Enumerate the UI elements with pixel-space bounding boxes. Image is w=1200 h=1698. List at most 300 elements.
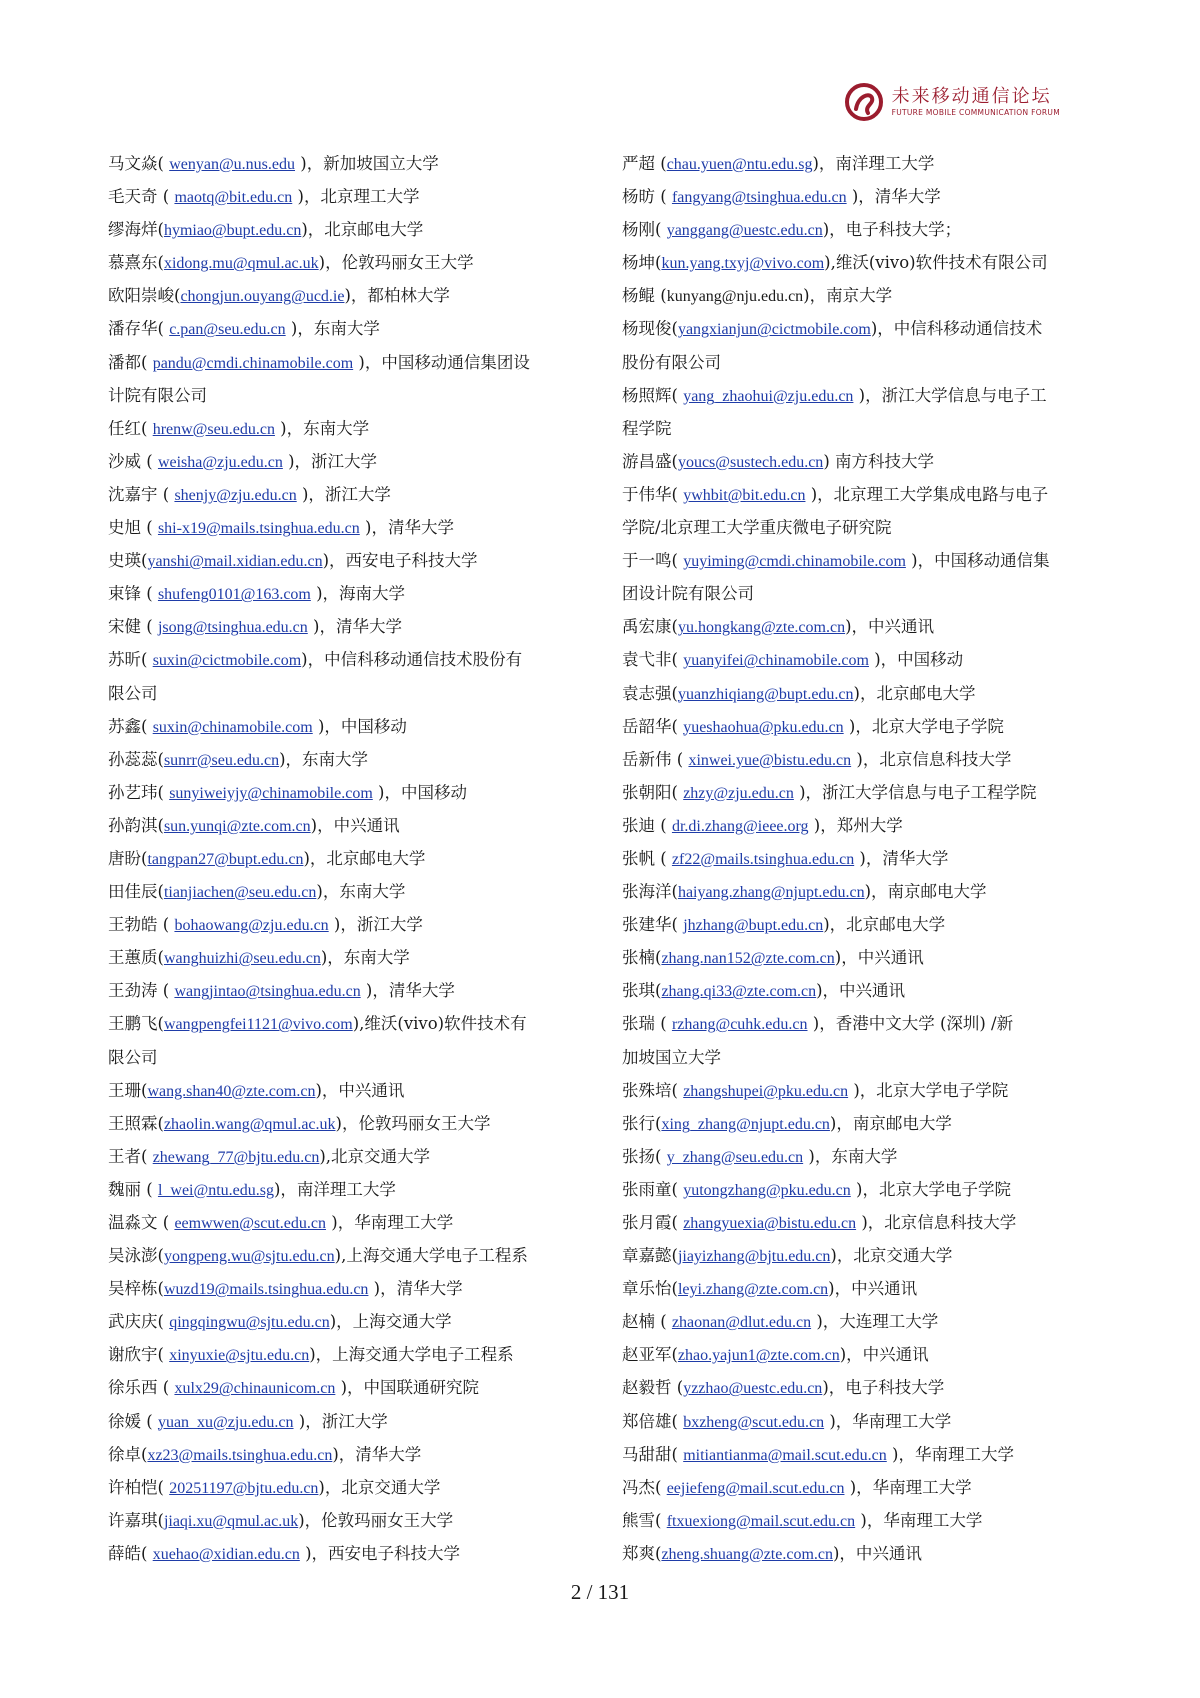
email-link[interactable]: jhzhang@bupt.edu.cn [683,917,824,935]
contributor-line [622,1107,1102,1140]
contributor-text: ),北京交通大学 [319,1146,431,1166]
contributor-line [108,478,578,511]
contributor-text: )，清华大学 [307,617,402,637]
contributor-text: 张行( [622,1113,662,1133]
contributor-text: 团设计院有限公司 [622,584,754,604]
contributor-line [622,643,1102,676]
contributor-text: )，北京邮电大学 [853,683,976,703]
contributor-line [622,743,1102,776]
email-link[interactable]: chongjun.ouyang@ucd.ie [180,288,345,306]
email-link[interactable]: wuzd19@mails.tsinghua.edu.cn [163,1281,369,1299]
contributor-line [622,279,1102,312]
contributor-text: )，清华大学 [368,1279,463,1299]
contributor-line [108,1537,578,1570]
contributor-text: 马甜甜( [622,1444,684,1464]
email-link[interactable]: eejiefeng@mail.scut.edu.cn [666,1479,845,1497]
contributor-text: )，中兴通讯 [833,1543,922,1563]
contributor-text: 欧阳崇峻( [108,286,181,306]
email-link[interactable]: maotq@bit.edu.cn [174,189,293,207]
contributor-text: 学院/北京理工大学重庆微电子研究院 [622,518,892,538]
email-link[interactable]: wangpengfei1121@vivo.com [163,1016,353,1034]
contributor-line [622,1074,1102,1107]
email-link[interactable]: shenjy@zju.edu.cn [174,486,297,504]
email-link[interactable]: yang_zhaohui@zju.edu.cn [683,387,854,405]
contributor-line [622,1140,1102,1173]
contributor-text: 吴泳澎( [108,1246,164,1266]
contributor-line [108,412,578,445]
email-link[interactable]: wanghuizhi@seu.edu.cn [163,950,321,968]
contributor-line [108,577,578,610]
contributor-text: 袁弋非( [622,650,684,670]
contributor-line [622,1041,1102,1074]
email-link[interactable]: zhang.nan152@zte.com.cn [661,950,835,968]
contributor-line [108,1239,578,1272]
contributor-line [108,1206,578,1239]
email-link[interactable]: yuyiming@cmdi.chinamobile.com [683,553,906,571]
email-link[interactable]: sunrr@seu.edu.cn [163,751,280,769]
contributor-text: 冯杰( [622,1477,667,1497]
contributor-line [622,544,1102,577]
email-link[interactable]: yuanyifei@chinamobile.com [683,652,869,670]
contributor-line [622,1371,1102,1404]
contributor-text: )，华南理工大学 [886,1444,1014,1464]
contributor-text: )，中兴通讯 [310,815,400,835]
contributor-text: 张雨童( [622,1179,684,1199]
email-link[interactable]: yuan_xu@zju.edu.cn [157,1413,294,1431]
email-link[interactable]: zhao.yajun1@zte.com.cn [677,1347,840,1365]
contributor-line [108,1272,578,1305]
contributor-text: )，浙江大学信息与电子工 [853,385,1047,405]
email-link[interactable]: y_zhang@seu.edu.cn [666,1148,804,1166]
email-link[interactable]: haiyang.zhang@njupt.edu.cn [677,884,865,902]
contributor-text: ),上海交通大学电子工程系 [334,1246,528,1266]
email-link[interactable]: zhewang_77@bjtu.edu.cn [152,1148,320,1166]
email-link[interactable]: zhang.qi33@zte.com.cn [661,983,817,1001]
contributor-text: 史旭 ( [108,518,158,538]
email-link[interactable]: zf22@mails.tsinghua.edu.cn [671,850,855,868]
contributor-text: 张朝阳( [622,782,684,802]
contributor-line [108,809,578,842]
contributor-text: 游昌盛( [622,451,678,471]
contributor-line [108,1140,578,1173]
contributor-text: 王勃皓 ( [108,915,175,935]
contributor-line [622,809,1102,842]
contributor-line [622,941,1102,974]
email-link[interactable]: yanggang@uestc.edu.cn [666,222,823,240]
contributor-line [108,941,578,974]
contributor-line [622,1537,1102,1570]
contributor-text: )，华南理工大学 [824,1411,952,1431]
contributor-text: )，清华大学 [360,981,455,1001]
contributor-text: 宋健 ( [108,617,158,637]
forum-logo [844,80,1060,124]
contributor-text: 孙蕊蕊( [108,749,164,769]
email-link[interactable]: jsong@tsinghua.edu.cn [157,619,308,637]
contributor-text: )，北京交通大学 [830,1246,953,1266]
contributor-text: ),维沃(vivo)软件技术有限公司 [824,253,1048,273]
contributor-text: )，中国联通研究院 [335,1378,480,1398]
email-link[interactable]: xz23@mails.tsinghua.edu.cn [147,1446,333,1464]
contributor-text: )，东南大学 [320,948,410,968]
contributor-line [108,279,578,312]
right-column-list [622,147,1102,1570]
contributor-text: 郑爽( [622,1543,662,1563]
contributor-text: )，西安电子科技大学 [299,1543,461,1563]
contributor-text: 赵毅哲 ( [622,1378,684,1398]
email-link[interactable]: wenyan@u.nus.edu [169,156,296,173]
contributor-text: )，香港中文大学 (深圳) /新 [807,1014,1014,1034]
contributor-text: 王珊( [108,1080,148,1100]
contributor-line [622,610,1102,643]
contributor-text: 程学院 [622,418,672,438]
contributor-text: )，东南大学 [279,749,369,769]
contributor-line [622,974,1102,1007]
email-link[interactable]: bxzheng@scut.edu.cn [683,1413,825,1431]
contributor-line [622,445,1102,478]
contributor-text: 潘都( [108,352,153,372]
contributor-text: )，南京大学 [803,286,893,306]
contributor-text: )，北京邮电大学 [303,848,426,868]
contributor-text: )，清华大学 [846,187,941,207]
email-link[interactable]: yanshi@mail.xidian.edu.cn [147,553,323,571]
contributor-line [622,677,1102,710]
contributor-text: )，中国移动通信集团设 [353,352,530,372]
email-link[interactable]: weisha@zju.edu.cn [157,453,283,471]
contributor-line [108,1107,578,1140]
contributor-line [622,1471,1102,1504]
email-link[interactable]: yutongzhang@pku.edu.cn [683,1181,851,1199]
contributor-text: 沈嘉宇 ( [108,484,175,504]
contributor-text: )，郑州大学 [808,815,903,835]
contributor-line [108,246,578,279]
contributor-text: )，海南大学 [310,584,406,604]
contributor-text: 徐乐西 ( [108,1378,175,1398]
logo-english-text: FUTURE MOBILE COMMUNICATION FORUM [891,107,1060,117]
contributor-text: )，东南大学 [316,882,406,902]
contributor-text: 薛皓( [108,1543,153,1563]
contributor-text: )，中国移动通信集 [905,551,1050,571]
contributor-text: )，都柏林大学 [344,286,450,306]
email-link[interactable]: suxin@cictmobile.com [152,652,302,670]
contributor-text: )，伦敦玛丽女王大学 [318,253,474,273]
email-link[interactable]: jiaqi.xu@qmul.ac.uk [163,1512,299,1530]
contributor-text: 许嘉琪( [108,1510,164,1530]
contributor-line [622,246,1102,279]
email-link[interactable]: jiayizhang@bjtu.edu.cn [677,1248,831,1266]
contributor-text: 张殊培( [622,1080,684,1100]
email-link[interactable]: yueshaohua@pku.edu.cn [683,718,844,736]
contributor-text: 张扬( [622,1146,667,1166]
email-link[interactable]: dr.di.zhang@ieee.org [671,817,809,835]
email-link[interactable]: yu.hongkang@zte.com.cn [677,619,846,637]
contributor-text: 苏鑫( [108,716,153,736]
contributor-text: )，南洋理工大学 [812,154,935,173]
contributor-text: 沙威 ( [108,451,158,471]
contributor-text: 赵亚军( [622,1345,678,1365]
contributor-text: )，中国移动 [372,782,467,802]
email-link[interactable]: 20251197@bjtu.edu.cn [169,1479,319,1497]
contributor-text: )，电子科技大学； [822,220,962,240]
contributor-text: 张琪( [622,981,662,1001]
email-link[interactable]: chau.yuen@ntu.edu.sg [666,156,813,173]
contributor-text: )，清华大学 [854,848,949,868]
contributor-text: 吴梓栋( [108,1279,164,1299]
contributor-text: 岳新伟 ( [622,749,689,769]
contributor-line [622,1405,1102,1438]
contributor-text: )，华南理工大学 [855,1510,983,1530]
email-link[interactable]: yangxianjun@cictmobile.com [677,321,871,339]
email-link[interactable]: xulx29@chinaunicom.cn [174,1380,336,1398]
contributor-line [622,478,1102,511]
contributor-text: 温淼文 ( [108,1213,175,1232]
contributor-text: 杨坤( [622,253,662,273]
contributor-text: )，新加坡国立大学 [295,154,439,173]
contributor-line [108,511,578,544]
contributor-line [622,1007,1102,1040]
email-link[interactable]: xinwei.yue@bistu.edu.cn [688,751,852,769]
contributor-text: 赵楠 ( [622,1312,672,1332]
contributor-line [108,610,578,643]
contributor-text: )，北京大学电子学院 [848,1080,1009,1100]
contributor-text: 加坡国立大学 [622,1047,721,1067]
email-link[interactable]: zhangyuexia@bistu.edu.cn [683,1215,857,1232]
contributor-text: 毛天奇 ( [108,187,175,207]
contributor-line [622,379,1102,412]
contributor-text: )，北京交通大学 [318,1477,441,1497]
contributor-text: 徐媛 ( [108,1411,158,1431]
contributor-text: 苏昕( [108,650,153,670]
contributor-line [108,346,578,379]
contributor-line [622,511,1102,544]
contributor-line [108,1405,578,1438]
email-link[interactable]: hrenw@seu.edu.cn [152,420,275,438]
email-text: kunyang@nju.edu.cn [666,288,804,306]
email-link[interactable]: yzzhao@uestc.edu.cn [683,1380,823,1398]
contributor-text: 王者( [108,1146,153,1166]
contributor-text: 武庆庆( [108,1312,170,1332]
contributor-text: 慕熹东( [108,253,164,273]
contributor-text: )，东南大学 [274,418,370,438]
contributor-text: )，北京大学电子学院 [843,716,1004,736]
email-link[interactable]: xidong.mu@qmul.ac.uk [163,255,319,273]
contributor-text: ),维沃(vivo)软件技术有 [352,1014,527,1034]
contributor-line [108,147,578,180]
forum-logo-icon [844,82,884,122]
email-link[interactable]: ftxuexiong@mail.scut.edu.cn [666,1512,856,1530]
contributor-text: )，清华大学 [359,518,454,538]
contributor-text: )，华南理工大学 [844,1477,972,1497]
contributor-text: 限公司 [108,683,158,703]
email-link[interactable]: tianjiachen@seu.edu.cn [163,884,317,902]
contributor-line [108,379,578,412]
email-link[interactable]: c.pan@seu.edu.cn [169,321,286,339]
contributor-text: )，中国移动 [868,650,964,670]
contributor-text: 张建华( [622,915,684,935]
email-link[interactable]: ywhbit@bit.edu.cn [683,486,806,504]
contributor-text: 张帆 ( [622,848,672,868]
email-link[interactable]: tangpan27@bupt.edu.cn [147,850,304,868]
email-link[interactable]: zhaolin.wang@qmul.ac.uk [163,1115,336,1133]
email-link[interactable]: zhangshupei@pku.edu.cn [683,1082,849,1100]
contributor-line [622,776,1102,809]
email-link[interactable]: l_wei@ntu.edu.sg [157,1181,274,1199]
contributor-text: 潘存华( [108,319,170,339]
email-link[interactable]: zheng.shuang@zte.com.cn [661,1545,833,1563]
contributor-text: )，东南大学 [803,1146,898,1166]
contributor-line [108,710,578,743]
contributor-line [622,213,1102,246]
contributor-text: 张迪 ( [622,815,672,835]
email-link[interactable]: youcs@sustech.edu.cn [677,453,824,471]
contributor-text: 唐盼( [108,848,148,868]
contributor-text: )，北京邮电大学 [823,915,946,935]
contributor-text: 袁志强( [622,683,678,703]
contributor-text: 杨照辉( [622,385,684,405]
contributor-text: )，电子科技大学 [822,1378,945,1398]
email-link[interactable]: pandu@cmdi.chinamobile.com [152,354,354,372]
email-link[interactable]: rzhang@cuhk.edu.cn [671,1016,808,1034]
contributor-text: 杨昉 ( [622,187,672,207]
contributor-text: 限公司 [108,1047,158,1067]
contributor-text: )，中兴通讯 [834,948,924,968]
email-link[interactable]: zhzy@zju.edu.cn [683,784,794,802]
contributor-text: 章乐怡( [622,1279,678,1299]
contributor-text: 缪海烊( [108,220,164,240]
contributor-text: )，西安电子科技大学 [322,551,478,571]
contributor-text: 杨刚( [622,220,667,240]
contributor-text: )，浙江大学信息与电子工程学院 [793,782,1037,802]
contributor-text: )，南京邮电大学 [864,882,987,902]
contributor-line [622,1239,1102,1272]
contributor-text: 张海洋( [622,882,678,902]
email-link[interactable]: fangyang@tsinghua.edu.cn [671,189,847,207]
contributor-text: 严超 ( [622,154,667,173]
contributor-line [622,710,1102,743]
email-link[interactable]: shi-x19@mails.tsinghua.edu.cn [157,520,360,538]
contributor-line [108,1041,578,1074]
email-link[interactable]: wangjintao@tsinghua.edu.cn [174,983,361,1001]
contributor-text: )，伦敦玛丽女王大学 [298,1510,454,1530]
contributor-text: 郑倍雄( [622,1411,684,1431]
email-link[interactable]: sunyiweiyjy@chinamobile.com [169,784,373,802]
contributor-text: 束锋 ( [108,584,158,604]
page-number: 2 / 131 [570,1580,630,1604]
contributor-text: )，南京邮电大学 [829,1113,952,1133]
contributor-text: 王劲涛 ( [108,981,175,1001]
contributor-text: )，中兴通讯 [845,617,935,637]
contributor-text: ) 南方科技大学 [823,451,934,471]
contributor-text: )，中兴通讯 [315,1080,405,1100]
contributor-line [108,1371,578,1404]
email-link[interactable]: wang.shan40@zte.com.cn [147,1082,316,1100]
email-link[interactable]: yuanzhiqiang@bupt.edu.cn [677,685,854,703]
contributor-text: )，中兴通讯 [839,1345,929,1365]
contributor-line [622,1272,1102,1305]
contributor-text: 许柏恺( [108,1477,170,1497]
contributor-text: 杨鲲 ( [622,286,667,306]
contributor-line [622,147,1102,180]
email-link[interactable]: sun.yunqi@zte.com.cn [163,817,311,835]
contributor-text: )，北京理工大学 [292,187,420,207]
contributor-line [622,412,1102,445]
contributor-text: 张楠( [622,948,662,968]
contributor-line [108,875,578,908]
contributor-line [108,445,578,478]
contributor-text: )，北京理工大学集成电路与电子 [805,484,1049,504]
contributor-text: 章嘉懿( [622,1246,678,1266]
contributor-text: 王照霖( [108,1113,164,1133]
contributor-line [622,1206,1102,1239]
contributor-text: 于一鸣( [622,551,684,571]
contributor-text: 徐卓( [108,1444,148,1464]
contributor-line [622,312,1102,345]
contributor-line [622,346,1102,379]
email-link[interactable]: zhaonan@dlut.edu.cn [671,1314,812,1332]
email-link[interactable]: kun.yang.txyj@vivo.com [661,255,825,273]
contributor-line [622,180,1102,213]
contributor-text: )，浙江大学 [296,484,391,504]
email-link[interactable]: bohaowang@zju.edu.cn [174,917,329,935]
contributor-text: )，浙江大学 [328,915,423,935]
contributor-text: 于伟华( [622,484,684,504]
contributor-line [108,213,578,246]
contributor-text: )，中兴通讯 [816,981,906,1001]
contributor-line [108,1074,578,1107]
email-link[interactable]: xinyuxie@sjtu.edu.cn [169,1347,310,1365]
contributor-text: 田佳辰( [108,882,164,902]
email-link[interactable]: leyi.zhang@zte.com.cn [677,1281,829,1299]
contributor-text: )，南洋理工大学 [274,1179,396,1199]
contributor-line [108,1504,578,1537]
contributor-line [622,1305,1102,1338]
email-link[interactable]: xuehao@xidian.edu.cn [152,1545,300,1563]
email-link[interactable]: xing_zhang@njupt.edu.cn [661,1115,830,1133]
email-link[interactable]: eemwwen@scut.edu.cn [174,1215,327,1232]
contributor-line [622,1338,1102,1371]
email-link[interactable]: suxin@chinamobile.com [152,718,313,736]
contributor-line [108,1471,578,1504]
contributor-text: )，大连理工大学 [811,1312,939,1332]
contributor-text: )，北京信息科技大学 [856,1213,1017,1232]
contributor-text: )，北京大学电子学院 [850,1179,1011,1199]
email-link[interactable]: hymiao@bupt.edu.cn [163,222,302,240]
contributor-text: )，中国移动 [312,716,407,736]
email-link[interactable]: qingqingwu@sjtu.edu.cn [169,1314,330,1332]
email-link[interactable]: yongpeng.wu@sjtu.edu.cn [163,1248,335,1266]
contributor-text: 马文焱( [108,154,170,173]
contributor-text: )，中信科移动通信技术股份有 [301,650,523,670]
email-link[interactable]: mitiantianma@mail.scut.edu.cn [683,1446,887,1464]
contributor-line [622,1504,1102,1537]
contributor-text: 岳韶华( [622,716,684,736]
contributor-text: )，上海交通大学电子工程系 [309,1345,514,1365]
contributor-text: )，中兴通讯 [828,1279,918,1299]
contributor-text: )，伦敦玛丽女王大学 [335,1113,491,1133]
contributor-line [108,1007,578,1040]
contributor-line [622,1438,1102,1471]
contributor-text: )，清华大学 [332,1444,422,1464]
contributor-text: 张瑞 ( [622,1014,672,1034]
contributor-text: 计院有限公司 [108,385,207,405]
contributor-text: )，浙江大学 [282,451,378,471]
contributor-line [108,1438,578,1471]
email-link[interactable]: shufeng0101@163.com [157,586,311,604]
contributor-line [108,1305,578,1338]
contributor-text: 谢欣宇( [108,1345,170,1365]
contributor-text: 任红( [108,418,153,438]
contributor-line [622,1173,1102,1206]
contributor-line [108,544,578,577]
